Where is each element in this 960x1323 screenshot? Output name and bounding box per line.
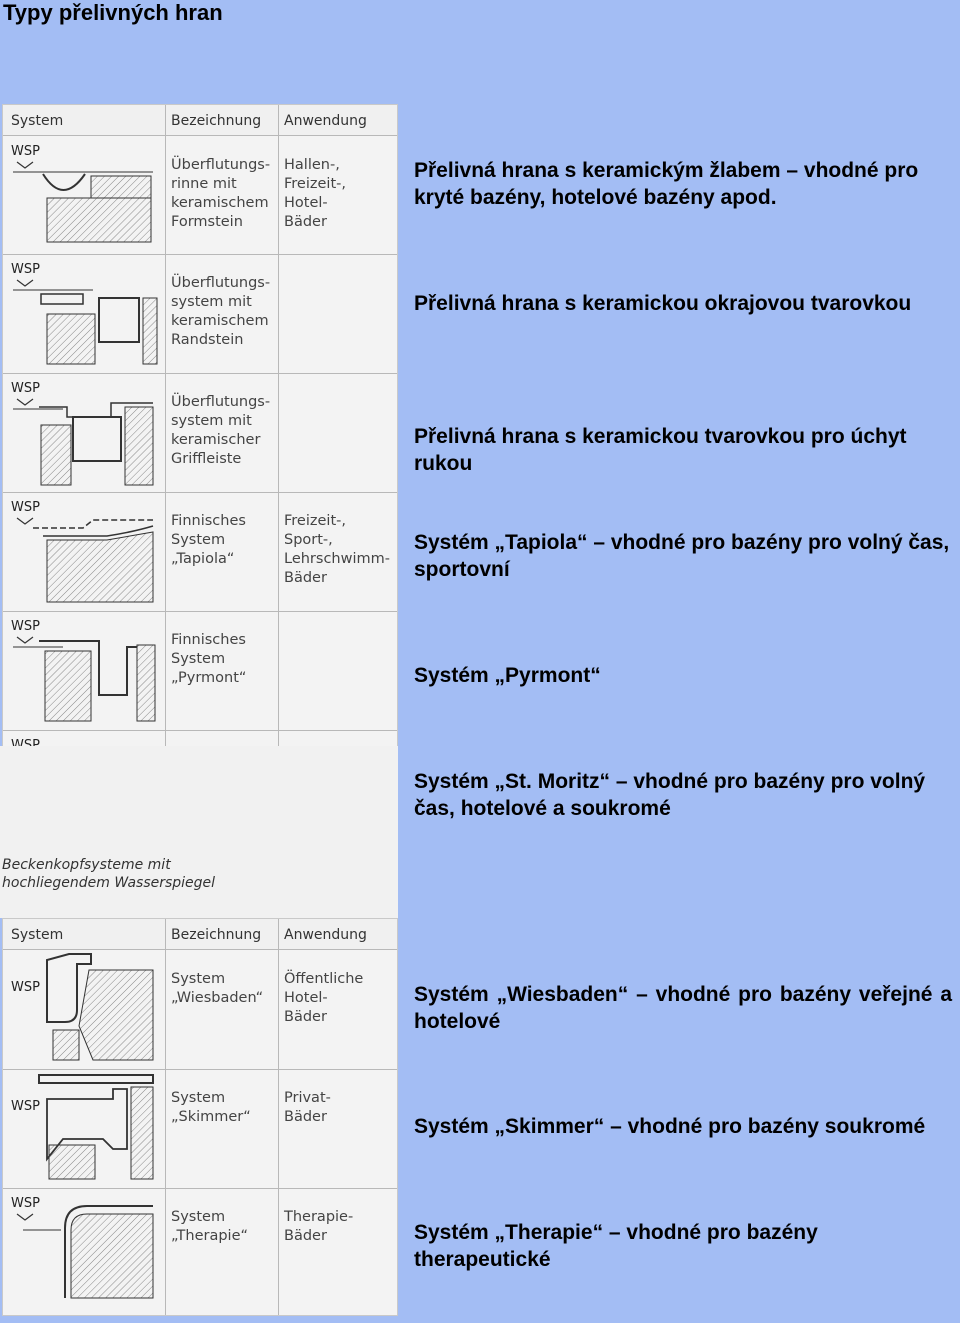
description-pyrmont: Systém „Pyrmont“ (414, 664, 601, 687)
designation-text: Überflutungs- system mit keramischer Griffleiste (171, 394, 271, 467)
water-level-label: WSP (11, 500, 40, 515)
table-row (3, 1069, 397, 1189)
header-system: System (11, 113, 64, 129)
designation-text: Überflutungs- rinne mit keramischem Formstein (171, 157, 271, 230)
table-row (3, 373, 397, 493)
designation-text: Überflutungs- system mit keramischem Randstein (171, 275, 271, 348)
designation-text: System „Therapie“ (171, 1209, 248, 1244)
table-row (3, 136, 397, 255)
overflow-edge-table (2, 104, 398, 846)
application-text: Hallen-, Freizeit-, Hotel- Bäder (284, 157, 346, 230)
ceramic-edge-stone-diagram (3, 254, 163, 373)
wiesbaden-diagram (3, 950, 163, 1069)
water-level-label: WSP (11, 619, 40, 634)
table-row (3, 254, 397, 374)
water-level-label: WSP (11, 980, 40, 995)
application-text: Freizeit-, Sport-, Lehrschwimm- Bäder (284, 513, 390, 586)
header-bezeichnung: Bezeichnung (171, 927, 262, 943)
description-tapiola: Systém „Tapiola“ – vhodné pro bazény pro volný čas, sportovní (414, 531, 950, 581)
therapie-diagram (3, 1188, 163, 1315)
water-level-label: WSP (11, 262, 40, 277)
header-anwendung: Anwendung (284, 927, 367, 943)
skimmer-diagram (3, 1069, 163, 1188)
application-text: Privat- Bäder (284, 1090, 331, 1125)
application-text: Öffentliche Hotel- Bäder (284, 971, 364, 1025)
water-level-label: WSP (11, 144, 40, 159)
water-level-label: WSP (11, 381, 40, 396)
section-caption: Beckenkopfsysteme mit hochliegendem Wasserspiegel (2, 857, 216, 891)
header-bezeichnung: Bezeichnung (171, 113, 262, 129)
page-title: Typy přelivných hran (3, 0, 223, 25)
table-row (3, 492, 397, 612)
table-header (3, 105, 397, 136)
description-skimmer: Systém „Skimmer“ – vhodné pro bazény soukromé (414, 1115, 926, 1138)
header-anwendung: Anwendung (284, 113, 367, 129)
ceramic-trough-diagram (3, 136, 163, 254)
description-therapie: Systém „Therapie“ – vhodné pro bazény therapeutické (414, 1221, 818, 1271)
description-wiesbaden: Systém „Wiesbaden“ – vhodné pro bazény veřejné a hotelové (414, 983, 952, 1033)
water-level-label: WSP (11, 1099, 40, 1114)
designation-text: Finnisches System „Pyrmont“ (171, 632, 247, 686)
designation-text: Finnisches System „Tapiola“ (171, 513, 246, 567)
ceramic-grip-strip-diagram (3, 373, 163, 492)
table-row (3, 1188, 397, 1315)
water-level-label: WSP (11, 1196, 40, 1211)
pyrmont-diagram (3, 611, 163, 730)
high-water-level-table (2, 918, 398, 1316)
description-ceramic-trough: Přelivná hrana s keramickým žlabem – vhodné pro kryté bazény, hotelové bazény apod. (414, 159, 919, 209)
section-band (0, 746, 398, 918)
designation-text: System „Wiesbaden“ (171, 971, 264, 1006)
tapiola-diagram (3, 492, 163, 611)
description-ceramic-edge-stone: Přelivná hrana s keramickou okrajovou tvarovkou (414, 292, 912, 315)
header-system: System (11, 927, 64, 943)
description-st-moritz: Systém „St. Moritz“ – vhodné pro bazény pro volný čas, hotelové a soukromé (414, 770, 926, 820)
table-header (3, 919, 397, 950)
designation-text: System „Skimmer“ (171, 1090, 251, 1125)
description-ceramic-grip-strip: Přelivná hrana s keramickou tvarovkou pro úchyt rukou (414, 425, 907, 475)
table-row (3, 611, 397, 731)
application-text: Therapie- Bäder (284, 1209, 354, 1244)
table-row (3, 950, 397, 1070)
